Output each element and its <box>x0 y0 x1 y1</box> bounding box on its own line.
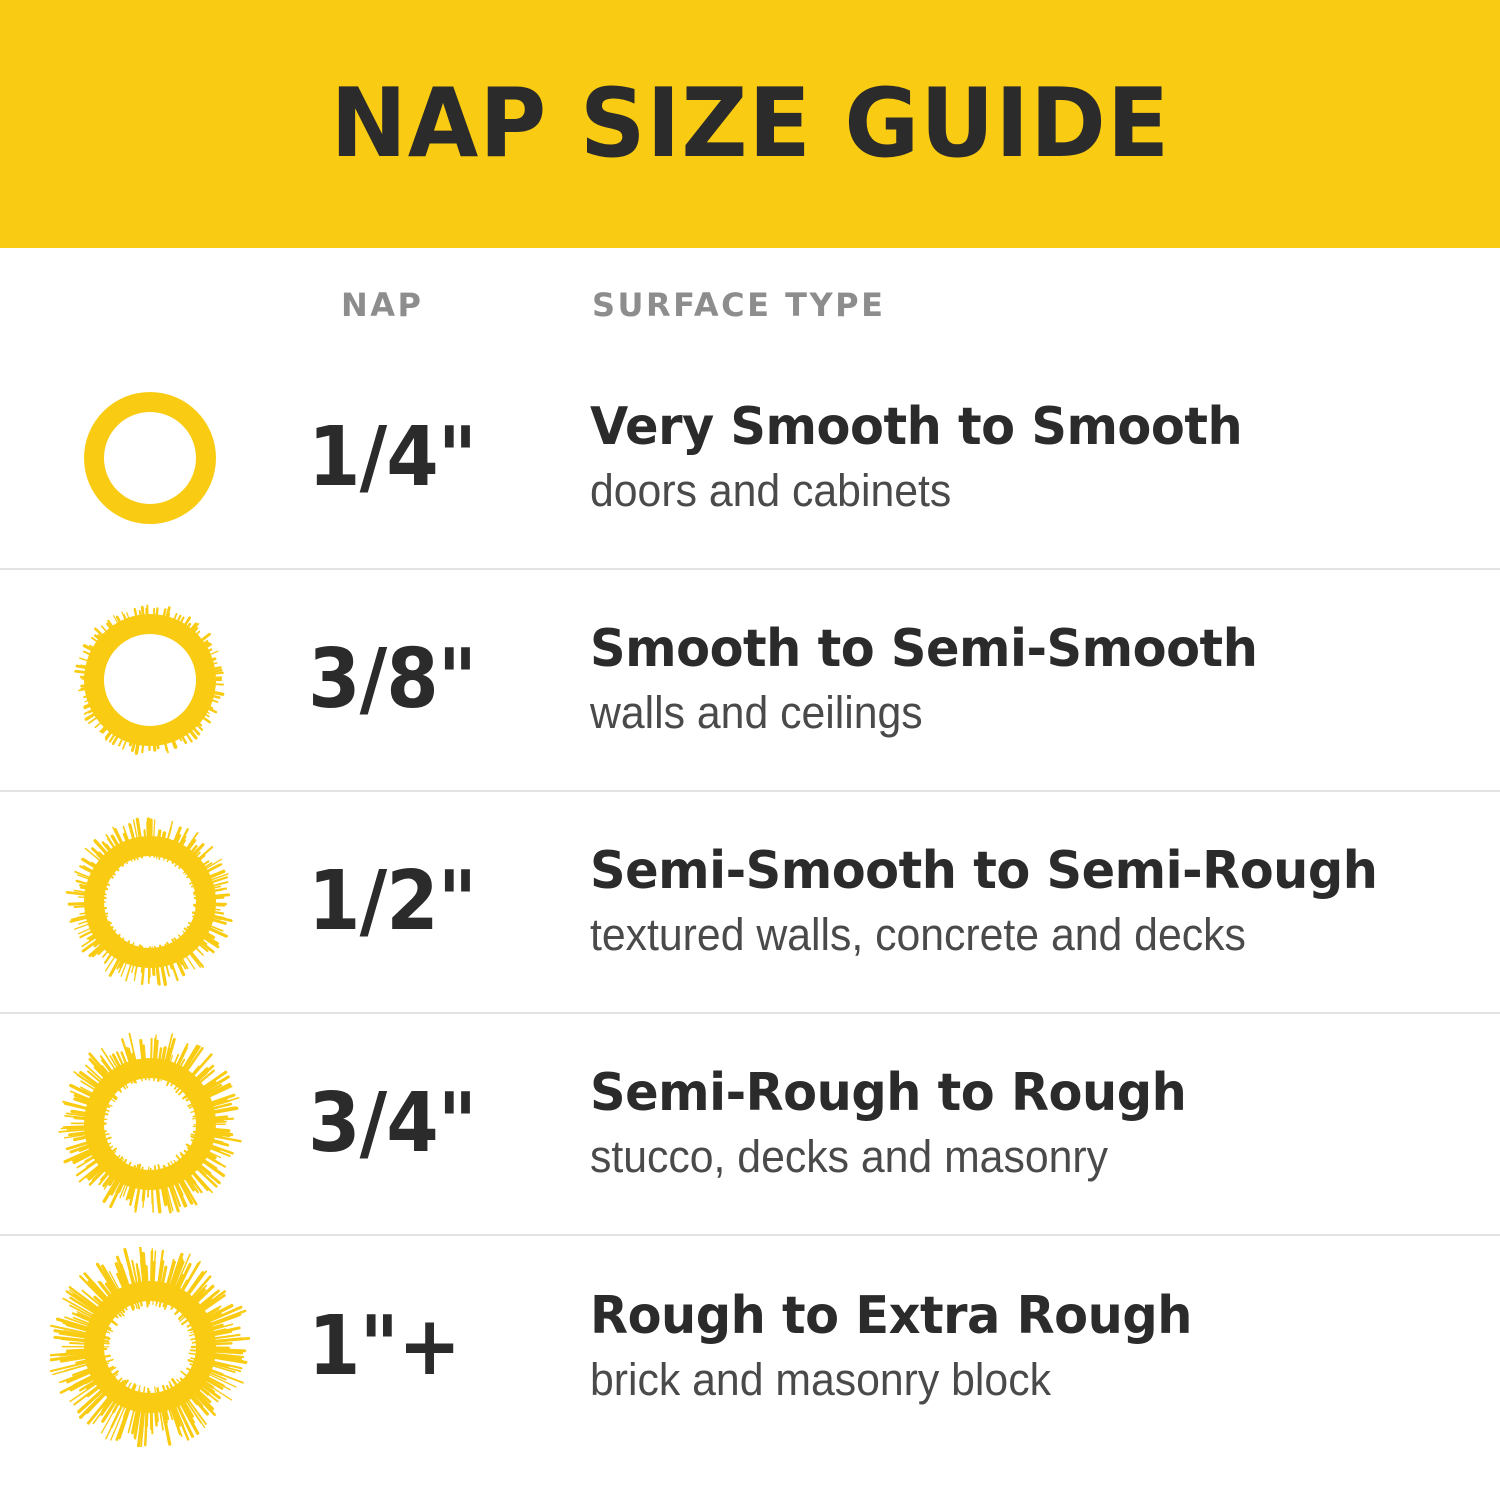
nap-size-value: 1/2" <box>308 854 477 949</box>
roller-nap-smooth-ring-icon <box>0 358 300 558</box>
nap-size-value: 1/4" <box>308 410 477 505</box>
roller-nap-textured-ring-icon <box>0 802 300 1002</box>
surface-type-cell <box>590 620 1500 740</box>
surface-type-title: Semi-Smooth to Semi-Rough <box>590 840 1378 901</box>
header-banner <box>0 0 1500 248</box>
table-row <box>0 1236 1500 1458</box>
table-row <box>0 348 1500 570</box>
roller-nap-extra-rough-ring-icon <box>0 1247 300 1447</box>
table-row <box>0 792 1500 1014</box>
nap-size-cell <box>300 854 590 949</box>
nap-size-cell <box>300 410 590 505</box>
surface-type-examples: textured walls, concrete and decks <box>590 909 1246 961</box>
nap-size-cell <box>300 1076 590 1171</box>
nap-size-value: 3/4" <box>308 1076 477 1171</box>
surface-type-title: Smooth to Semi-Smooth <box>590 618 1258 679</box>
surface-type-examples: walls and ceilings <box>590 687 923 739</box>
column-header-surface-type: SURFACE TYPE <box>592 286 886 324</box>
surface-type-examples: doors and cabinets <box>590 465 952 517</box>
surface-type-title: Semi-Rough to Rough <box>590 1062 1187 1123</box>
nap-size-value: 1"+ <box>308 1299 461 1394</box>
table-row <box>0 1014 1500 1236</box>
surface-type-cell <box>590 842 1500 962</box>
page-title: NAP SIZE GUIDE <box>330 68 1170 179</box>
column-header-row <box>0 248 1500 348</box>
nap-size-cell <box>300 1299 590 1394</box>
surface-type-title: Rough to Extra Rough <box>590 1285 1192 1346</box>
column-header-nap: NAP <box>341 286 424 324</box>
table-row <box>0 570 1500 792</box>
nap-size-cell <box>300 632 590 727</box>
roller-nap-rough-ring-icon <box>0 1024 300 1224</box>
surface-type-title: Very Smooth to Smooth <box>590 396 1243 457</box>
nap-size-value: 3/8" <box>308 632 477 727</box>
surface-type-examples: stucco, decks and masonry <box>590 1131 1109 1183</box>
roller-nap-slightly-textured-ring-icon <box>0 580 300 780</box>
surface-type-examples: brick and masonry block <box>590 1354 1051 1406</box>
surface-type-cell <box>590 1064 1500 1184</box>
surface-type-cell <box>590 1287 1500 1407</box>
surface-type-cell <box>590 398 1500 518</box>
nap-rows <box>0 348 1500 1458</box>
